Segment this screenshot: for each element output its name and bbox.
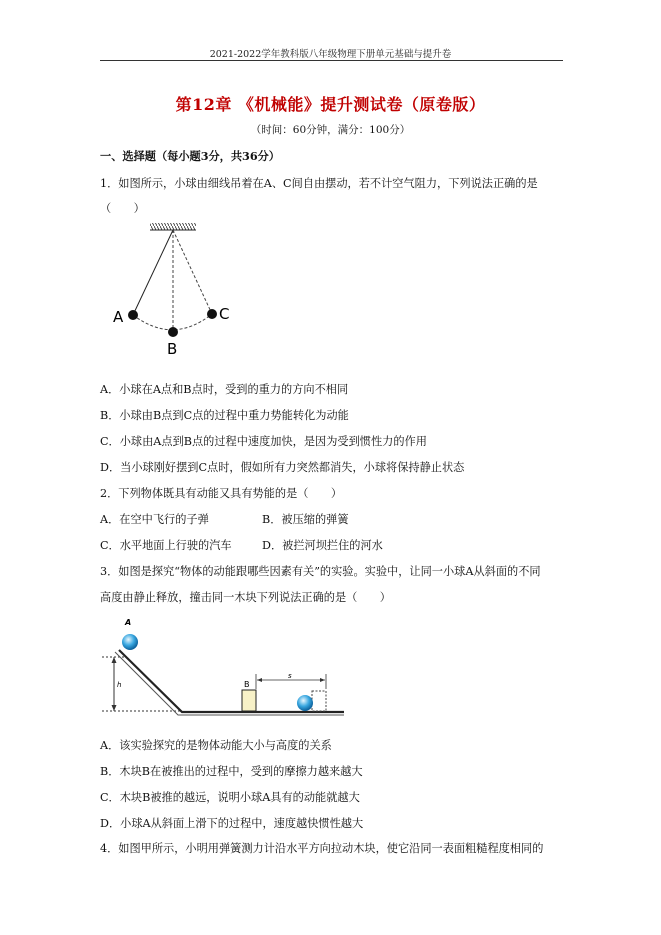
q3-stem-line1: 3．如图是探究“物体的动能跟哪些因素有关”的实验。实验中，让同一小球A从斜面的不同 xyxy=(100,565,541,578)
page-header: 2021-2022学年教科版八年级物理下册单元基础与提升卷 xyxy=(209,49,452,60)
q4-stem-line1: 4．如图甲所示，小明用弹簧测力计沿水平方向拉动木块，使它沿同一表面粗糙程度相同的 xyxy=(100,842,544,855)
ball-b xyxy=(168,327,178,337)
label-h: h xyxy=(117,681,122,689)
page-title: 第12章 《机械能》提升测试卷（原卷版） xyxy=(175,95,486,114)
header-divider xyxy=(100,60,563,61)
q2-option-b: B．被压缩的弹簧 xyxy=(262,513,349,526)
distance-arrow-left xyxy=(257,678,262,682)
section-heading: 一、选择题（每小题3分，共36分） xyxy=(100,149,280,163)
height-arrow-up xyxy=(112,657,117,663)
height-arrow-down xyxy=(112,705,117,711)
pendulum-figure xyxy=(100,220,250,360)
ball-c xyxy=(207,309,217,319)
label-b: B xyxy=(167,340,178,358)
q2-options-row2 xyxy=(100,537,383,553)
q1-option-c: C．小球由A点到B点的过程中速度加快，是因为受到惯性力的作用 xyxy=(100,435,427,448)
label-a: A xyxy=(113,308,124,326)
block-b xyxy=(242,690,256,711)
label-block-b: B xyxy=(244,680,250,689)
label-s: s xyxy=(288,672,292,680)
string-to-c xyxy=(173,230,212,314)
distance-arrow-right xyxy=(320,678,325,682)
ball-a-on-incline xyxy=(122,634,138,650)
q1-option-a: A．小球在A点和B点时，受到的重力的方向不相同 xyxy=(100,383,349,396)
label-c: C xyxy=(219,305,230,323)
q2-option-c: C．水平地面上行驶的汽车 xyxy=(100,539,232,552)
q1-stem-line1: 1．如图所示，小球由细线吊着在A、C间自由摆动，若不计空气阻力，下列说法正确的是 xyxy=(100,177,538,190)
q1-option-d: D．当小球刚好摆到C点时，假如所有力突然都消失，小球将保持静止状态 xyxy=(100,461,465,474)
q3-option-d: D．小球A从斜面上滑下的过程中，速度越快惯性越大 xyxy=(100,817,364,830)
block-b-final-position xyxy=(312,691,326,711)
q3-option-a: A．该实验探究的是物体动能大小与高度的关系 xyxy=(100,739,332,752)
q2-option-d: D．被拦河坝拦住的河水 xyxy=(262,539,383,552)
ball-a-on-floor xyxy=(297,695,313,711)
q3-stem-line2: 高度由静止释放，撞击同一木块下列说法正确的是（ ） xyxy=(100,591,391,604)
incline-figure xyxy=(100,612,350,722)
label-ball-a: A xyxy=(125,618,132,627)
q1-stem-line2: （ ） xyxy=(100,202,145,215)
string-to-a xyxy=(133,230,173,315)
q1-option-b: B．小球由B点到C点的过程中重力势能转化为动能 xyxy=(100,409,349,422)
q2-options-row1 xyxy=(100,511,349,527)
q3-option-b: B．木块B在被推出的过程中，受到的摩擦力越来越大 xyxy=(100,765,363,778)
q2-option-a: A．在空中飞行的子弹 xyxy=(100,513,209,526)
ball-a xyxy=(128,310,138,320)
page-subtitle: （时间：60分钟，满分：100分） xyxy=(250,124,411,136)
q3-option-c: C．木块B被推的越远，说明小球A具有的动能就越大 xyxy=(100,791,360,804)
q2-stem: 2．下列物体既具有动能又具有势能的是（ ） xyxy=(100,487,343,500)
ceiling-hatch xyxy=(150,223,196,230)
